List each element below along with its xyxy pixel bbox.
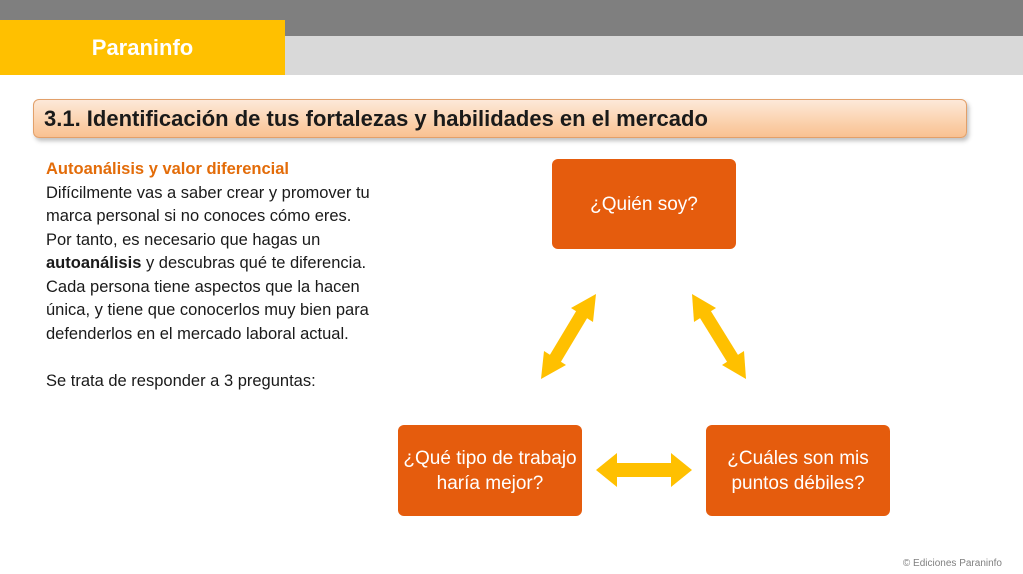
- question-box-weak-points: ¿Cuáles son mis puntos débiles?: [706, 425, 890, 516]
- question-box-who-am-i: ¿Quién soy?: [552, 159, 736, 249]
- copyright-footer: © Ediciones Paraninfo: [902, 558, 1002, 569]
- paragraph-text-a: Difícilmente vas a saber crear y promover tu marca personal si no conoces cómo eres. Por tanto, es necesario que hagas un: [46, 183, 370, 249]
- arrow-left-right: [596, 453, 692, 487]
- brand-logo: Paraninfo: [0, 20, 285, 75]
- arrow-top-left: [541, 294, 596, 379]
- section-subtitle: Autoanálisis y valor diferencial: [46, 160, 290, 178]
- questions-intro: Se trata de responder a 3 preguntas:: [46, 371, 316, 390]
- paragraph-bold-term: autoanálisis: [46, 254, 142, 272]
- arrow-top-right: [692, 294, 746, 379]
- paragraph-text-b: y descubras qué te diferencia. Cada persona tiene aspectos que la hacen única, y tiene que conocerlos muy bien para defenderlos en el mercado laboral actual.: [46, 254, 369, 343]
- slide-title: 3.1. Identificación de tus fortalezas y habilidades en el mercado: [33, 99, 967, 138]
- question-box-best-work: ¿Qué tipo de trabajo haría mejor?: [398, 425, 582, 516]
